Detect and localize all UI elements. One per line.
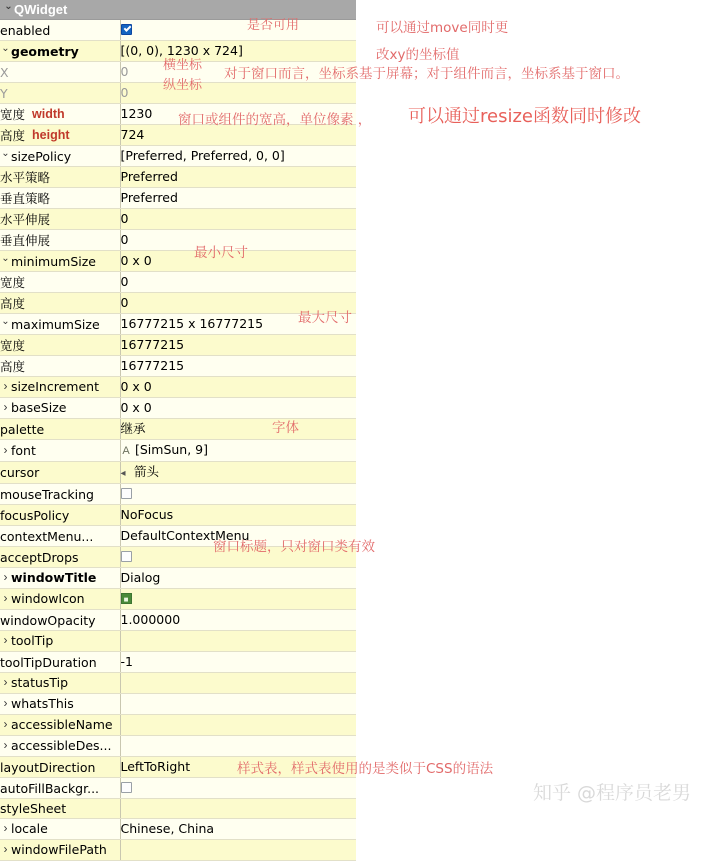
property-value-label: 0: [120, 211, 129, 226]
annotation-resize-note: 可以通过resize函数同时修改: [408, 106, 641, 127]
annotation-max-size-note: 最大尺寸: [298, 310, 352, 326]
property-name-cell: [0, 62, 120, 83]
property-value-label: 0: [120, 85, 129, 100]
property-value-label: [(0, 0), 1230 x 724]: [120, 43, 243, 58]
property-value-cell[interactable]: [120, 631, 356, 652]
property-row[interactable]: [0, 167, 356, 188]
property-value-label: 0: [120, 295, 129, 310]
property-value-cell[interactable]: [120, 840, 356, 861]
property-name-label: 宽度: [0, 106, 26, 122]
property-name-label: cursor: [0, 465, 40, 480]
chevron-right-icon[interactable]: [0, 819, 11, 839]
property-value-cell[interactable]: [120, 188, 356, 209]
property-name-label: 高度: [0, 127, 26, 143]
annotation-x-note: 横坐标: [163, 58, 203, 73]
property-name-cell: [0, 757, 120, 778]
property-name-cell: [0, 209, 120, 230]
property-value-label: 16777215: [120, 358, 185, 373]
property-name-cell: [0, 104, 120, 125]
chevron-right-icon[interactable]: [0, 589, 11, 609]
property-row[interactable]: [0, 440, 356, 462]
checkbox-unchecked-icon[interactable]: [121, 488, 132, 499]
property-value-cell[interactable]: [120, 20, 356, 41]
property-row[interactable]: [0, 673, 356, 694]
property-value-cell[interactable]: [120, 673, 356, 694]
property-name-label: 宽度: [0, 274, 26, 290]
property-name-cell: [0, 314, 120, 335]
property-name-label: contextMenu...: [0, 528, 94, 544]
property-row[interactable]: [0, 188, 356, 209]
property-value-cell[interactable]: [120, 167, 356, 188]
checkbox-unchecked-icon[interactable]: [121, 782, 132, 793]
chevron-down-icon[interactable]: [0, 42, 11, 61]
property-name-label: mouseTracking: [0, 486, 94, 502]
property-name-label: accessibleName: [11, 717, 113, 732]
property-name-label: accessibleDes...: [11, 738, 112, 753]
property-value-cell[interactable]: [120, 694, 356, 715]
property-value-cell[interactable]: [120, 209, 356, 230]
property-value-label: 0: [120, 232, 129, 247]
property-value-cell[interactable]: [120, 356, 356, 377]
property-value-cell[interactable]: [120, 778, 356, 799]
font-icon: A: [122, 445, 130, 457]
property-name-label: toolTip: [11, 633, 54, 648]
property-name-label: toolTipDuration: [0, 654, 97, 670]
chevron-right-icon[interactable]: [0, 631, 11, 651]
header-cell: [0, 0, 356, 20]
property-name-label: focusPolicy: [0, 507, 70, 523]
chevron-down-icon[interactable]: [3, 0, 14, 19]
property-value-label: LeftToRight: [120, 759, 191, 774]
property-value-cell[interactable]: [120, 377, 356, 398]
property-name-cell: [0, 167, 120, 188]
property-name-label: maximumSize: [11, 316, 100, 332]
property-name-label: 高度: [0, 295, 26, 311]
property-value-cell[interactable]: [120, 715, 356, 736]
property-value-cell[interactable]: [120, 398, 356, 419]
property-value-label: -1: [120, 654, 133, 669]
annotation-move-note-1: 可以通过move同时更: [376, 20, 509, 36]
property-name-cell: [0, 462, 120, 484]
property-row[interactable]: [0, 419, 356, 440]
property-value-cell[interactable]: [120, 146, 356, 167]
property-row[interactable]: [0, 146, 356, 167]
chevron-right-icon[interactable]: [0, 441, 11, 461]
property-name-cell: [0, 125, 120, 146]
property-value-label: 0 x 0: [120, 253, 152, 268]
property-name-label: statusTip: [11, 675, 69, 690]
annotation-window-title-note: 窗口标题，只对窗口类有效: [213, 539, 375, 555]
chevron-down-icon[interactable]: [0, 315, 11, 334]
property-row[interactable]: [0, 589, 356, 610]
property-value-label: [SimSun, 9]: [134, 442, 209, 457]
chevron-right-icon[interactable]: [0, 736, 11, 756]
chevron-right-icon[interactable]: [0, 715, 11, 735]
property-name-cell: [0, 272, 120, 293]
property-name-label: windowIcon: [11, 591, 85, 606]
property-value-cell[interactable]: [120, 419, 356, 440]
property-value-cell[interactable]: [120, 505, 356, 526]
property-name-cell: [0, 547, 120, 568]
property-value-label: 0: [120, 64, 129, 79]
property-name-label: windowTitle: [11, 570, 97, 585]
property-row[interactable]: [0, 209, 356, 230]
property-value-cell[interactable]: [120, 610, 356, 631]
property-value-label: DefaultContextMenu: [120, 528, 250, 543]
property-row[interactable]: [0, 272, 356, 293]
property-name-label: enabled: [0, 22, 51, 38]
property-name-cell: [0, 146, 120, 167]
property-value-cell[interactable]: [120, 589, 356, 610]
property-row[interactable]: [0, 694, 356, 715]
property-row[interactable]: [0, 736, 356, 757]
property-value-label: 继承: [120, 421, 146, 436]
property-name-label: autoFillBackgr...: [0, 780, 100, 796]
annotation-font-note: 字体: [272, 420, 299, 436]
property-row[interactable]: [0, 568, 356, 589]
property-name-cell: [0, 568, 120, 589]
property-row[interactable]: [0, 819, 356, 840]
property-name-cell: [0, 398, 120, 419]
property-row[interactable]: [0, 484, 356, 505]
property-value-cell[interactable]: [120, 41, 356, 62]
property-name-cell: [0, 335, 120, 356]
chevron-right-icon[interactable]: [0, 568, 11, 588]
property-value-cell[interactable]: [120, 568, 356, 589]
property-value-cell[interactable]: [120, 652, 356, 673]
property-value-label: 箭头: [133, 464, 159, 479]
property-row[interactable]: [0, 631, 356, 652]
property-name-cell: [0, 610, 120, 631]
property-name-label: 垂直伸展: [0, 232, 51, 248]
property-value-label: 724: [120, 127, 145, 142]
property-name-label: palette: [0, 421, 45, 437]
header-title: QWidget: [14, 2, 68, 17]
property-row[interactable]: [0, 505, 356, 526]
property-name-cell: [0, 230, 120, 251]
annotation-move-note-2: 改xy的坐标值: [376, 47, 460, 63]
property-value-label: 1.000000: [120, 612, 181, 627]
annotation-min-size-note: 最小尺寸: [194, 245, 248, 261]
property-name-annotation: width: [32, 106, 65, 121]
property-name-cell: [0, 694, 120, 715]
property-table-header-row[interactable]: [0, 0, 356, 20]
property-name-label: 水平策略: [0, 169, 51, 185]
property-value-cell[interactable]: [120, 462, 356, 484]
window-icon-thumbnail[interactable]: ■: [121, 593, 132, 604]
annotation-enabled-note: 是否可用: [247, 18, 300, 33]
property-name-cell: [0, 251, 120, 272]
property-row[interactable]: [0, 20, 356, 41]
property-row[interactable]: [0, 356, 356, 377]
chevron-right-icon[interactable]: [0, 694, 11, 714]
property-name-cell: [0, 526, 120, 547]
property-name-annotation: height: [32, 127, 70, 142]
property-name-cell: [0, 799, 120, 819]
property-row[interactable]: [0, 610, 356, 631]
property-name-cell: [0, 20, 120, 41]
property-row[interactable]: [0, 715, 356, 736]
property-name-label: sizeIncrement: [11, 379, 99, 394]
property-name-cell: [0, 419, 120, 440]
property-row[interactable]: [0, 799, 356, 819]
property-name-label: sizePolicy: [11, 148, 72, 164]
property-name-label: 水平伸展: [0, 211, 51, 227]
property-name-label: 垂直策略: [0, 190, 51, 206]
checkbox-unchecked-icon[interactable]: [121, 551, 132, 562]
property-name-label: minimumSize: [11, 253, 96, 269]
annotation-stylesheet-note: 样式表，样式表使用的是类似于CSS的语法: [237, 761, 494, 777]
property-value-cell[interactable]: [120, 335, 356, 356]
property-value-cell[interactable]: [120, 736, 356, 757]
property-name-label: X: [0, 64, 9, 80]
property-name-label: whatsThis: [11, 696, 74, 711]
property-name-cell: [0, 652, 120, 673]
property-name-cell: [0, 377, 120, 398]
property-name-label: 高度: [0, 358, 26, 374]
property-value-label: 16777215: [120, 337, 185, 352]
property-name-cell: [0, 840, 120, 861]
annotation-size-unit-note: 窗口或组件的宽高，单位像素 ，: [178, 112, 372, 128]
property-name-cell: [0, 41, 120, 62]
property-name-cell: [0, 440, 120, 462]
property-row[interactable]: [0, 462, 356, 484]
property-name-cell: [0, 356, 120, 377]
property-row[interactable]: [0, 840, 356, 861]
property-value-label: 0 x 0: [120, 379, 152, 394]
annotation-y-note: 纵坐标: [163, 78, 203, 93]
property-name-cell: [0, 83, 120, 104]
property-value-label: Preferred: [120, 190, 178, 205]
property-value-cell[interactable]: [120, 440, 356, 462]
watermark: 知乎 @程序员老男: [533, 782, 692, 804]
property-value-label: Preferred: [120, 169, 178, 184]
property-row[interactable]: [0, 251, 356, 272]
property-table: [0, 0, 356, 861]
property-name-cell: [0, 673, 120, 694]
property-value-label: 0 x 0: [120, 400, 152, 415]
property-table-body: [0, 0, 356, 861]
property-value-cell[interactable]: [120, 272, 356, 293]
chevron-right-icon[interactable]: [0, 398, 11, 418]
chevron-down-icon[interactable]: [0, 252, 11, 271]
property-name-label: 宽度: [0, 337, 26, 353]
property-name-label: Y: [0, 85, 8, 101]
chevron-right-icon[interactable]: [0, 840, 11, 860]
chevron-right-icon[interactable]: [0, 673, 11, 693]
property-name-label: locale: [11, 821, 48, 836]
property-name-label: acceptDrops: [0, 549, 79, 565]
property-name-cell: [0, 715, 120, 736]
property-name-label: styleSheet: [0, 801, 67, 816]
property-name-cell: [0, 505, 120, 526]
property-name-cell: [0, 293, 120, 314]
cursor-arrow-icon: ◂: [120, 468, 126, 479]
property-name-label: windowFilePath: [11, 842, 107, 857]
property-value-label: NoFocus: [120, 507, 174, 522]
property-value-label: Chinese, China: [120, 821, 215, 836]
property-value-cell[interactable]: [120, 484, 356, 505]
property-row[interactable]: [0, 652, 356, 673]
checkbox-checked-icon[interactable]: [121, 24, 132, 35]
property-value-label: 0: [120, 274, 129, 289]
property-name-cell: [0, 819, 120, 840]
property-row[interactable]: [0, 778, 356, 799]
property-name-label: baseSize: [11, 400, 67, 415]
property-name-cell: [0, 188, 120, 209]
chevron-down-icon[interactable]: [0, 147, 11, 166]
property-value-cell[interactable]: [120, 83, 356, 104]
property-name-label: font: [11, 442, 36, 458]
property-name-label: geometry: [11, 43, 79, 59]
property-name-cell: [0, 736, 120, 757]
property-value-cell[interactable]: [120, 819, 356, 840]
property-row[interactable]: [0, 398, 356, 419]
annotation-coord-system-note: 对于窗口而言，坐标系基于屏幕；对于组件而言，坐标系基于窗口。: [224, 66, 629, 82]
property-name-cell: [0, 589, 120, 610]
property-name-label: windowOpacity: [0, 612, 96, 628]
property-row[interactable]: [0, 377, 356, 398]
chevron-right-icon[interactable]: [0, 377, 11, 397]
property-name-cell: [0, 484, 120, 505]
property-value-cell[interactable]: [120, 799, 356, 819]
property-value-label: Dialog: [120, 570, 161, 585]
property-value-label: 1230: [120, 106, 153, 121]
property-row[interactable]: [0, 335, 356, 356]
property-name-cell: [0, 631, 120, 652]
property-name-cell: [0, 778, 120, 799]
property-value-label: [Preferred, Preferred, 0, 0]: [120, 148, 285, 163]
property-name-label: layoutDirection: [0, 759, 96, 775]
property-row[interactable]: [0, 230, 356, 251]
property-value-label: 16777215 x 16777215: [120, 316, 264, 331]
